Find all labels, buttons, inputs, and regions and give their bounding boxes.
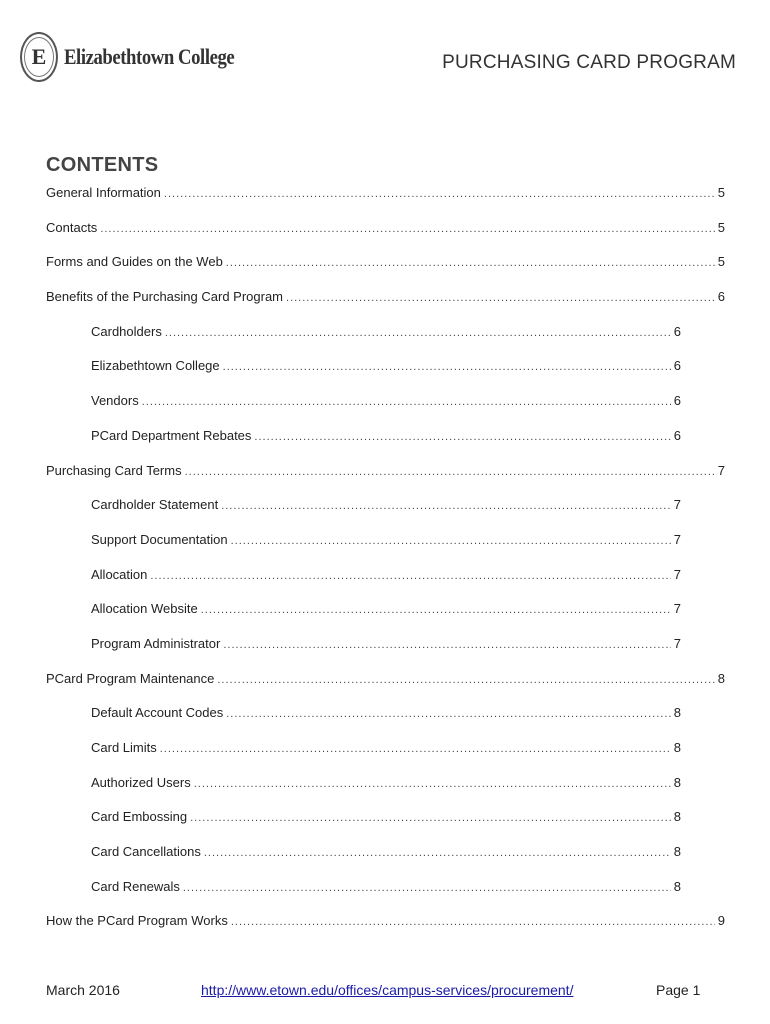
toc-entry[interactable] <box>91 532 681 567</box>
toc-entry-label: Card Limits <box>91 740 157 755</box>
toc-leader-dots <box>231 535 671 547</box>
toc-leader-dots <box>221 500 671 512</box>
toc-entry-label: Cardholders <box>91 323 162 339</box>
toc-entry-page: 7 <box>717 462 725 478</box>
toc-entry-label: Elizabethtown College <box>91 358 220 374</box>
toc-entry-page: 7 <box>673 531 681 547</box>
toc-entry-label: Support Documentation <box>91 531 228 547</box>
toc-entry-label: Default Account Codes <box>91 705 224 721</box>
toc-leader-dots <box>185 466 715 478</box>
toc-entry-label: How the PCard Program Works <box>46 913 228 929</box>
toc-leader-dots <box>194 778 671 790</box>
toc-entry-page: 6 <box>673 393 681 409</box>
toc-entry[interactable] <box>46 289 725 324</box>
contents-heading: CONTENTS <box>46 154 159 176</box>
footer-link[interactable]: http://www.etown.edu/offices/campus-services/procurement/ <box>201 982 574 998</box>
college-logo <box>20 32 264 82</box>
toc-entry[interactable] <box>91 428 681 463</box>
toc-leader-dots <box>286 292 715 304</box>
toc-entry-label: PCard Department Rebates <box>91 427 252 443</box>
toc-leader-dots <box>231 916 715 928</box>
toc-entry-label: Purchasing Card Terms <box>46 462 182 478</box>
footer-page-number: Page 1 <box>656 982 701 998</box>
toc-entry-label: Authorized Users <box>91 774 191 790</box>
toc-entry-page: 7 <box>673 601 681 617</box>
toc-entry[interactable] <box>46 913 725 948</box>
toc-entry[interactable] <box>91 879 681 914</box>
toc-entry-page: 9 <box>717 913 725 929</box>
toc-entry[interactable] <box>91 358 681 393</box>
toc-entry-page: 5 <box>717 219 725 235</box>
seal-letter: E <box>24 37 54 77</box>
toc-entry[interactable] <box>91 636 681 671</box>
toc-leader-dots <box>226 708 671 720</box>
toc-entry-page: 8 <box>673 774 681 790</box>
toc-entry-page: 7 <box>673 635 681 651</box>
toc-leader-dots <box>142 396 671 408</box>
toc-entry[interactable] <box>91 497 681 532</box>
toc-leader-dots <box>223 639 670 651</box>
toc-leader-dots <box>165 327 671 339</box>
toc-entry-label: Forms and Guides on the Web <box>46 254 223 270</box>
document-title: PURCHASING CARD PROGRAM <box>442 52 736 73</box>
toc-entry-label: Card Renewals <box>91 878 180 894</box>
toc-entry-label: PCard Program Maintenance <box>46 670 215 686</box>
toc-entry-page: 8 <box>673 878 681 894</box>
toc-entry-label: Program Administrator <box>91 635 221 651</box>
toc-entry-label: Contacts <box>46 219 98 235</box>
toc-leader-dots <box>183 882 671 894</box>
toc-leader-dots <box>164 188 715 200</box>
toc-entry-label: Card Cancellations <box>91 844 201 860</box>
toc-entry-label: Benefits of the Purchasing Card Program <box>46 289 284 305</box>
table-of-contents <box>46 185 726 948</box>
toc-entry[interactable] <box>91 601 681 636</box>
toc-entry[interactable] <box>46 671 725 706</box>
toc-leader-dots <box>204 847 671 859</box>
toc-leader-dots <box>254 431 670 443</box>
toc-entry-page: 5 <box>717 254 725 270</box>
toc-entry-page: 6 <box>717 289 725 305</box>
toc-entry-page: 6 <box>673 323 681 339</box>
toc-entry-page: 6 <box>673 427 681 443</box>
toc-entry[interactable] <box>46 220 725 255</box>
page-header <box>20 32 740 94</box>
toc-entry-page: 7 <box>673 497 681 513</box>
toc-entry-label: Allocation Website <box>91 601 198 617</box>
toc-entry-label: Vendors <box>91 393 139 409</box>
toc-entry[interactable] <box>91 809 681 844</box>
toc-entry[interactable] <box>91 844 681 879</box>
footer-date: March 2016 <box>46 982 120 998</box>
toc-entry-page: 8 <box>673 705 681 721</box>
toc-entry-page: 8 <box>673 809 681 825</box>
toc-entry[interactable] <box>91 705 681 740</box>
toc-entry[interactable] <box>91 740 681 775</box>
toc-entry[interactable] <box>46 185 725 220</box>
toc-leader-dots <box>226 257 715 269</box>
toc-entry[interactable] <box>91 567 681 602</box>
toc-leader-dots <box>190 812 671 824</box>
toc-entry-page: 6 <box>673 358 681 374</box>
toc-leader-dots <box>100 223 714 235</box>
toc-entry[interactable] <box>91 393 681 428</box>
toc-entry[interactable] <box>46 463 725 498</box>
toc-leader-dots <box>201 604 671 616</box>
toc-entry-label: Card Embossing <box>91 809 188 825</box>
toc-entry-page: 7 <box>673 566 681 582</box>
toc-entry[interactable] <box>91 775 681 810</box>
toc-entry-label: Cardholder Statement <box>91 497 219 513</box>
toc-entry-page: 8 <box>673 844 681 860</box>
college-seal-icon <box>20 32 58 82</box>
toc-entry-label: General Information <box>46 185 161 200</box>
toc-leader-dots <box>150 570 670 582</box>
toc-leader-dots <box>160 743 671 755</box>
toc-entry-label: Allocation <box>91 566 148 582</box>
logo-text: Elizabethtown College <box>64 44 235 69</box>
toc-entry-page: 8 <box>673 740 681 755</box>
toc-leader-dots <box>217 674 714 686</box>
toc-entry[interactable] <box>46 254 725 289</box>
toc-entry[interactable] <box>91 324 681 359</box>
toc-leader-dots <box>223 361 671 373</box>
toc-entry-page: 5 <box>717 185 725 200</box>
toc-entry-page: 8 <box>717 670 725 686</box>
